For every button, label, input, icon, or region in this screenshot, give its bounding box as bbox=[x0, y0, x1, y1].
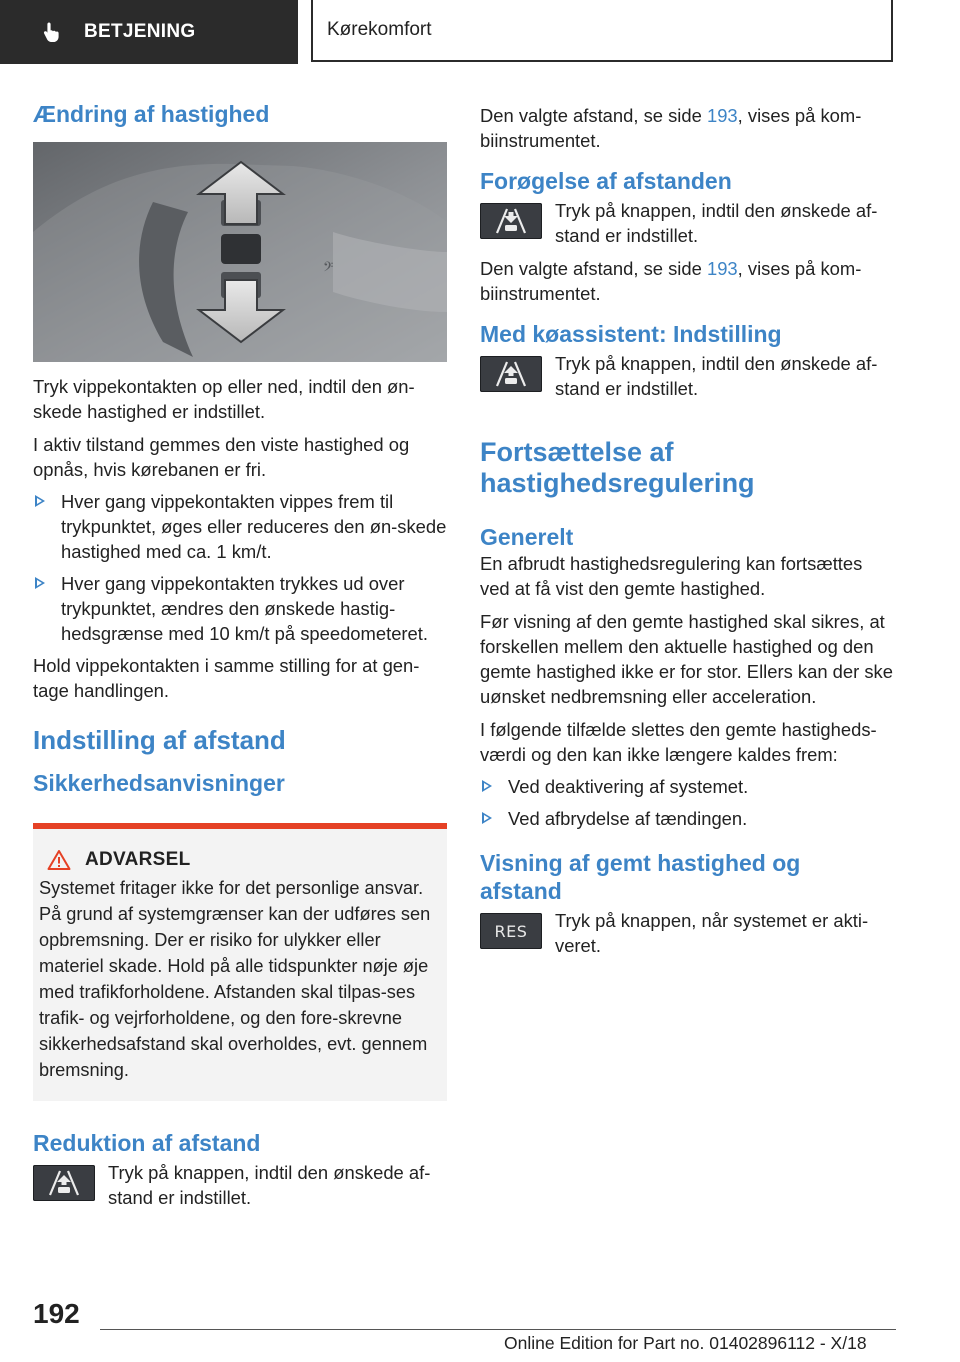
cases-bullet-list bbox=[480, 774, 896, 831]
heading-distance-setting: Indstilling af afstand bbox=[33, 725, 286, 755]
distance-button-icon bbox=[480, 356, 542, 392]
warning-box bbox=[33, 823, 447, 1101]
list-item: Ved deaktivering af systemet. bbox=[480, 774, 896, 799]
heading-reduce-distance: Reduktion af afstand bbox=[33, 1130, 261, 1156]
list-item: Hver gang vippekontakten vippes frem til trykpunktet, øges eller reduceres den øn-skede hastighed med ca. 1 km/t. bbox=[33, 489, 447, 564]
reduce-distance-row bbox=[33, 1160, 447, 1210]
header-section-tab bbox=[0, 0, 298, 64]
speed-bullet-list bbox=[33, 489, 447, 646]
distance-button-icon bbox=[480, 203, 542, 239]
page-number: 192 bbox=[33, 1298, 80, 1329]
heading-display-1: Visning af gemt hastighed og bbox=[480, 850, 801, 876]
para-rocker: Tryk vippekontakten op eller ned, indtil den øn-skede hastighed er indstillet. bbox=[33, 376, 415, 422]
header-chapter-label: Kørekomfort bbox=[327, 19, 432, 40]
bullet-triangle-icon bbox=[35, 495, 45, 507]
header-section-label: BETJENING bbox=[84, 21, 196, 42]
queue-assist-text: Tryk på knappen, indtil den ønskede af-stand er indstillet. bbox=[555, 353, 878, 399]
res-label: RES bbox=[494, 921, 528, 941]
footer-edition: Online Edition for Part no. 01402896112 - X/18 bbox=[504, 1333, 867, 1353]
svg-text:𝄢: 𝄢 bbox=[323, 259, 334, 278]
para-chosen-distance-1: Den valgte afstand, se side 193, vises på kom-biinstrumentet. bbox=[480, 105, 862, 151]
heading-resume-1: Fortsættelse af bbox=[480, 437, 674, 467]
right-column bbox=[480, 100, 896, 958]
increase-distance-row bbox=[480, 198, 896, 248]
bullet-triangle-icon bbox=[482, 780, 492, 792]
heading-increase-distance: Forøgelse af afstanden bbox=[480, 168, 732, 194]
heading-queue-assist: Med køassistent: Indstilling bbox=[480, 321, 782, 347]
distance-button-icon bbox=[33, 1165, 95, 1201]
heading-general: Generelt bbox=[480, 524, 574, 550]
para-general: En afbrudt hastighedsregulering kan fortsættes ved at få vist den gemte hastighed. bbox=[480, 553, 863, 599]
hand-pointer-icon bbox=[40, 20, 64, 44]
list-item: Hver gang vippekontakten trykkes ud over trykpunktet, ændres den ønskede hastig-hedsgrænse med 10 km/t på speedometeret. bbox=[33, 571, 447, 646]
steering-wheel-rocker-image bbox=[33, 142, 447, 362]
left-column bbox=[33, 100, 447, 1210]
heading-safety: Sikkerhedsanvisninger bbox=[33, 770, 285, 796]
res-row bbox=[480, 908, 896, 958]
bullet-triangle-icon bbox=[482, 812, 492, 824]
footer-divider bbox=[100, 1329, 896, 1330]
warning-label: ADVARSEL bbox=[85, 849, 191, 870]
res-text: Tryk på knappen, når systemet er akti-veret. bbox=[555, 910, 869, 956]
heading-resume-2: hastighedsregulering bbox=[480, 468, 755, 498]
list-item: Ved afbrydelse af tændingen. bbox=[480, 806, 896, 831]
para-cases: I følgende tilfælde slettes den gemte hastigheds-værdi og den kan ikke længere kaldes frem: bbox=[480, 719, 877, 765]
bullet-triangle-icon bbox=[35, 577, 45, 589]
queue-assist-row bbox=[480, 351, 896, 401]
heading-display-2: afstand bbox=[480, 878, 562, 904]
header-chapter-tab bbox=[311, 0, 893, 62]
para-before-display: Før visning af den gemte hastighed skal sikres, at forskellen mellem den aktuelle hastighed og den gemte hastighed ikke er for stor. Ellers kan der ske uønsket nedbremsning eller acceleration. bbox=[480, 611, 893, 707]
increase-distance-text: Tryk på knappen, indtil den ønskede af-stand er indstillet. bbox=[555, 200, 878, 246]
warning-header bbox=[47, 849, 439, 871]
reduce-distance-text: Tryk på knappen, indtil den ønskede af-stand er indstillet. bbox=[108, 1162, 431, 1208]
para-hold-rocker: Hold vippekontakten i samme stilling for at gen-tage handlingen. bbox=[33, 655, 420, 701]
page-link-193[interactable]: 193 bbox=[706, 105, 738, 126]
page-link-193[interactable]: 193 bbox=[706, 258, 738, 279]
res-button-icon bbox=[480, 913, 542, 949]
heading-speed-change: Ændring af hastighed bbox=[33, 101, 270, 127]
para-active-state: I aktiv tilstand gemmes den viste hastighed og opnås, hvis kørebanen er fri. bbox=[33, 434, 410, 480]
warning-triangle-icon bbox=[47, 849, 71, 871]
warning-text: Systemet fritager ikke for det personlige ansvar. På grund af systemgrænser kan der udføres sen opbremsning. Der er risiko for ulykker eller materiel skade. Hold på alle tidspunkter nøje øje med trafikforholdene. Afstanden skal tilpas-ses trafik- og vejrforholdene, og den fore-skrevne sikkerhedsafstand skal overholdes, evt. gennem bremsning. bbox=[39, 878, 431, 1080]
para-chosen-distance-2: Den valgte afstand, se side 193, vises på kom-biinstrumentet. bbox=[480, 258, 862, 304]
